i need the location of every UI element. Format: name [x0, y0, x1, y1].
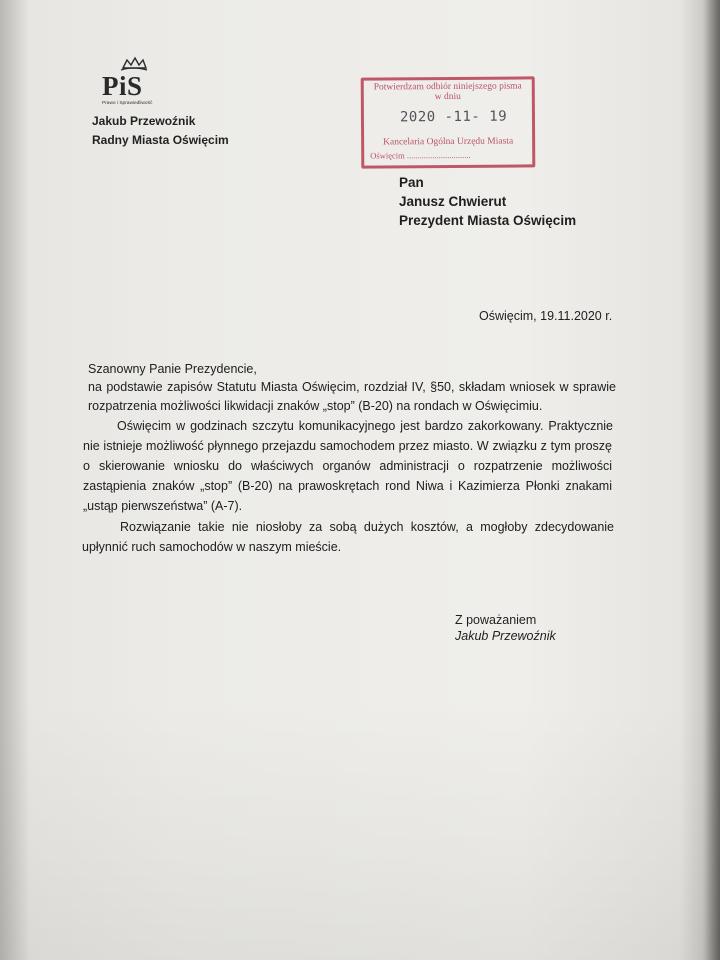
sender-name: Jakub Przewoźnik: [92, 114, 196, 128]
stamp-line-1: Potwierdzam odbiór niniejszego pisma: [373, 81, 522, 93]
letter-greeting: Szanowny Panie Prezydencie,: [88, 362, 257, 376]
party-logo-mark: PiS: [102, 71, 143, 101]
letter-closing: Z poważaniem: [455, 613, 537, 627]
letter-paragraph-2-line-4: zastąpienia znaków „stop” (B-20) na prawoskrętach rond Niwa i Kazimierza Płonki znakami: [83, 479, 612, 493]
receipt-stamp: [361, 76, 536, 168]
letter-paragraph-1-line-2: rozpatrzenia możliwości likwidacji znaków „stop” (B-20) na rondach w Oświęcimiu.: [88, 399, 543, 413]
recipient-name: Janusz Chwierut: [399, 194, 507, 209]
stamp-line-3: Kancelaria Ogólna Urzędu Miasta: [383, 136, 514, 148]
letter-paragraph-3-line-1: Rozwiązanie takie nie niosłoby za sobą dużych kosztów, a mogłoby zdecydowanie: [120, 520, 614, 534]
letter-paragraph-1-line-1: na podstawie zapisów Statutu Miasta Oświęcim, rozdział IV, §50, składam wniosek w sprawie: [88, 380, 616, 394]
letter-paragraph-2-line-2: nie istnieje możliwość płynnego przejazdu samochodem przez miasto. W związku z tym proszę: [83, 439, 612, 453]
sender-role: Radny Miasta Oświęcim: [92, 133, 229, 147]
sheet-edge-shadow: [702, 0, 720, 960]
stamp-line-4: Oświęcim ..............................: [370, 149, 471, 161]
letter-paragraph-2-line-5: „ustąp pierwszeństwa” (A-7).: [83, 499, 243, 513]
letter-paragraph-2-line-3: o skierowanie wniosku do właściwych organów administracji o rozpatrzenie możliwości: [83, 459, 612, 473]
place-and-date: Oświęcim, 19.11.2020 r.: [479, 309, 613, 323]
letter-paragraph-2-line-1: Oświęcim w godzinach szczytu komunikacyjnego jest bardzo zakorkowany. Praktycznie: [117, 419, 613, 433]
party-logo-subtitle: Prawo i Sprawiedliwość: [102, 101, 153, 106]
stamp-date: 2020 -11- 19: [399, 108, 508, 126]
letter-signature: Jakub Przewoźnik: [455, 629, 556, 643]
letter-paragraph-3-line-2: upłynnić ruch samochodów w naszym mieście.: [82, 540, 342, 554]
paper-shading: [0, 700, 720, 960]
stamp-line-2: w dniu: [434, 91, 461, 103]
recipient-salutation: Pan: [399, 175, 424, 190]
recipient-title: Prezydent Miasta Oświęcim: [399, 213, 577, 228]
